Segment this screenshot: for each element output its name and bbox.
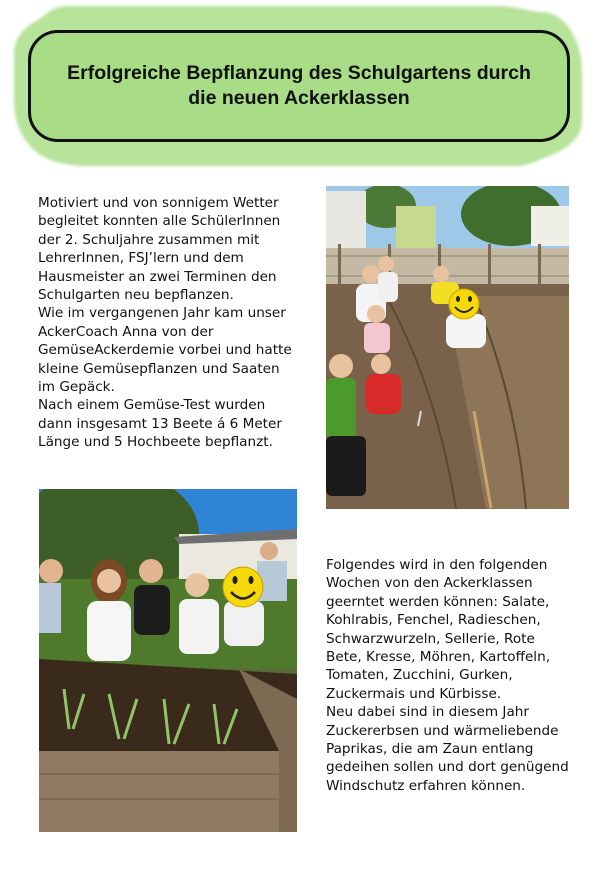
photo-bed-illustration bbox=[39, 489, 297, 832]
paragraph: Neu dabei sind in diesem Jahr Zuckererbsen und wärmeliebende Paprikas, die am Zaun entlang gedeihen sollen und dort genügend Windschutz erfahren können. bbox=[326, 704, 569, 794]
paragraph: Nach einem Gemüse-Test wurden dann insgesamt 13 Beete á 6 Meter Länge und 5 Hochbeete bepflanzt. bbox=[38, 397, 282, 451]
photo-garden-illustration bbox=[326, 186, 569, 509]
article-text-right bbox=[326, 556, 574, 795]
paragraph: Motiviert und von sonnigem Wetter begleitet konnten alle SchülerInnen der 2. Schuljahre zusammen mit LehrerInnen, FSJ’lern und dem Hausmeister an zwei Terminen den Schulgarten neu bepflanzen. bbox=[38, 195, 281, 304]
page-title: Erfolgreiche Bepflanzung des Schulgartens durch die neuen Ackerklassen bbox=[67, 62, 531, 109]
paragraph: Wie im vergangenen Jahr kam unser AckerCoach Anna von der GemüseAckerdemie vorbei und hatte kleine Gemüsepflanzen und Saaten im Gepäck. bbox=[38, 305, 292, 396]
article-text-left bbox=[38, 194, 300, 452]
photo-children-planting-field bbox=[326, 186, 569, 509]
paragraph: Folgendes wird in den folgenden Wochen von den Ackerklassen geerntet werden können: Salate, Kohlrabis, Fenchel, Radieschen, Schwarzwurzeln, Sellerie, Rote Bete, Kresse, Möhren, Kartoffeln, Tomaten, Zucchini, Gurken, Zuckermais und Kürbisse. bbox=[326, 557, 551, 702]
smiley-face-icon bbox=[449, 289, 479, 319]
photo-children-raised-bed bbox=[39, 489, 297, 832]
smiley-face-icon bbox=[223, 567, 263, 607]
header-banner bbox=[28, 30, 570, 142]
